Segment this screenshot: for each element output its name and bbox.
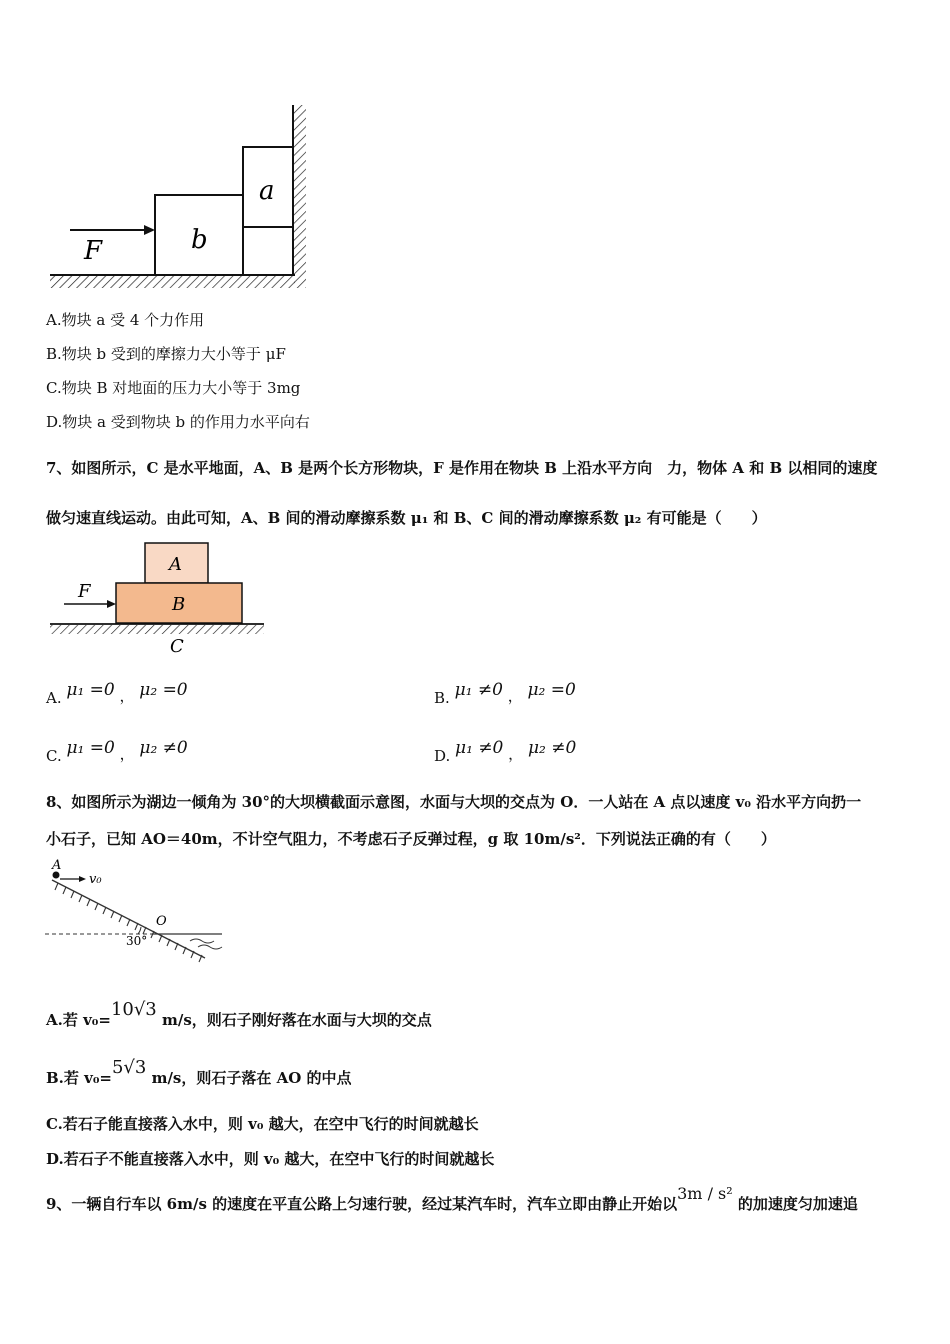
q8-option-d: D.若石子不能直接落入水中，则 v₀ 越大，在空中飞行的时间就越长 bbox=[46, 1150, 495, 1168]
q8-stem-line1: 8、如图所示为湖边一倾角为 30°的大坝横截面示意图，水面与大坝的交点为 O．一人站在 A 点以速度 v₀ 沿水平方向扔一 bbox=[46, 793, 862, 811]
fig2-label-B: B bbox=[172, 594, 186, 615]
q8-option-a-suffix: m/s，则石子刚好落在水面与大坝的交点 bbox=[156, 1011, 432, 1029]
q7-option-b-letter: B. bbox=[434, 689, 450, 707]
q7-option-c-sep: ， bbox=[119, 745, 135, 763]
q8-option-b-prefix: B.若 v₀= bbox=[46, 1069, 112, 1087]
q7-option-a-mu2: μ₂ =0 bbox=[139, 680, 188, 700]
q8-option-b bbox=[46, 1058, 352, 1090]
q7-option-c bbox=[46, 738, 188, 765]
q9-acceleration-math: 3m / s² bbox=[677, 1184, 733, 1203]
q9-stem-prefix: 9、一辆自行车以 6m/s 的速度在平直公路上匀速行驶，经过某汽车时，汽车立即由静止开始以 bbox=[46, 1195, 678, 1213]
figure-blocks-ab-wall bbox=[40, 95, 320, 295]
q8-option-a bbox=[46, 1000, 432, 1032]
q7-option-d-mu1: μ₁ ≠0 bbox=[455, 738, 504, 758]
q8-stem-line2: 小石子，已知 AO＝40m，不计空气阻力，不考虑石子反弹过程，g 取 10m/s²．下列说法正确的有（ ） bbox=[46, 830, 776, 848]
fig2-label-C: C bbox=[170, 636, 184, 657]
q7-option-d bbox=[434, 738, 577, 765]
q7-option-a-letter: A. bbox=[46, 689, 62, 707]
q6-option-d: D.物块 a 受到物块 b 的作用力水平向右 bbox=[46, 413, 310, 431]
q6-option-c: C.物块 B 对地面的压力大小等于 3mg bbox=[46, 379, 301, 397]
fig2-label-F: F bbox=[78, 581, 91, 602]
q8-option-a-prefix: A.若 v₀= bbox=[46, 1011, 111, 1029]
q7-stem-line1: 7、如图所示，C 是水平地面，A、B 是两个长方形物块，F 是作用在物块 B 上沿水平方向 力，物体 A 和 B 以相同的速度 bbox=[46, 459, 878, 477]
q7-option-b-mu2: μ₂ =0 bbox=[527, 680, 576, 700]
q8-option-c: C.若石子能直接落入水中，则 v₀ 越大，在空中飞行的时间就越长 bbox=[46, 1115, 479, 1133]
q7-option-c-letter: C. bbox=[46, 747, 62, 765]
q7-option-d-letter: D. bbox=[434, 747, 451, 765]
q6-option-a: A.物块 a 受 4 个力作用 bbox=[46, 311, 205, 329]
figure-dam-slope bbox=[40, 855, 240, 970]
q7-option-a-sep: ， bbox=[119, 687, 135, 705]
q6-option-b: B.物块 b 受到的摩擦力大小等于 μF bbox=[46, 345, 286, 363]
fig2-label-A: A bbox=[169, 554, 182, 575]
fig1-label-F: F bbox=[84, 236, 103, 266]
q7-stem-line2: 做匀速直线运动。由此可知，A、B 间的滑动摩擦系数 μ₁ 和 B、C 间的滑动摩擦系数 μ₂ 有可能是（ ） bbox=[46, 509, 767, 527]
q8-option-b-math: 5√3 bbox=[111, 1057, 147, 1078]
fig3-label-A: A bbox=[52, 858, 62, 873]
fig1-label-b: b bbox=[191, 225, 208, 255]
q7-option-a bbox=[46, 680, 188, 707]
q7-option-d-mu2: μ₂ ≠0 bbox=[527, 738, 577, 758]
q7-option-b bbox=[434, 680, 576, 707]
q7-option-d-sep: ， bbox=[508, 745, 524, 763]
fig3-label-O: O bbox=[156, 914, 167, 929]
q9-stem-suffix: 的加速度匀加速追 bbox=[732, 1195, 858, 1213]
q8-option-b-suffix: m/s，则石子落在 AO 的中点 bbox=[146, 1069, 352, 1087]
q7-option-b-sep: ， bbox=[507, 687, 523, 705]
q7-option-a-mu1: μ₁ =0 bbox=[66, 680, 115, 700]
fig3-label-v0: v₀ bbox=[89, 872, 102, 887]
fig1-label-a: a bbox=[259, 176, 275, 206]
figure-blocks-AB-ground bbox=[40, 535, 280, 660]
q7-option-c-mu1: μ₁ =0 bbox=[66, 738, 115, 758]
q7-option-b-mu1: μ₁ ≠0 bbox=[454, 680, 503, 700]
q9-stem bbox=[46, 1184, 858, 1216]
fig3-label-angle: 30° bbox=[126, 934, 148, 948]
q7-option-c-mu2: μ₂ ≠0 bbox=[139, 738, 188, 758]
q8-option-a-math: 10√3 bbox=[110, 999, 157, 1020]
